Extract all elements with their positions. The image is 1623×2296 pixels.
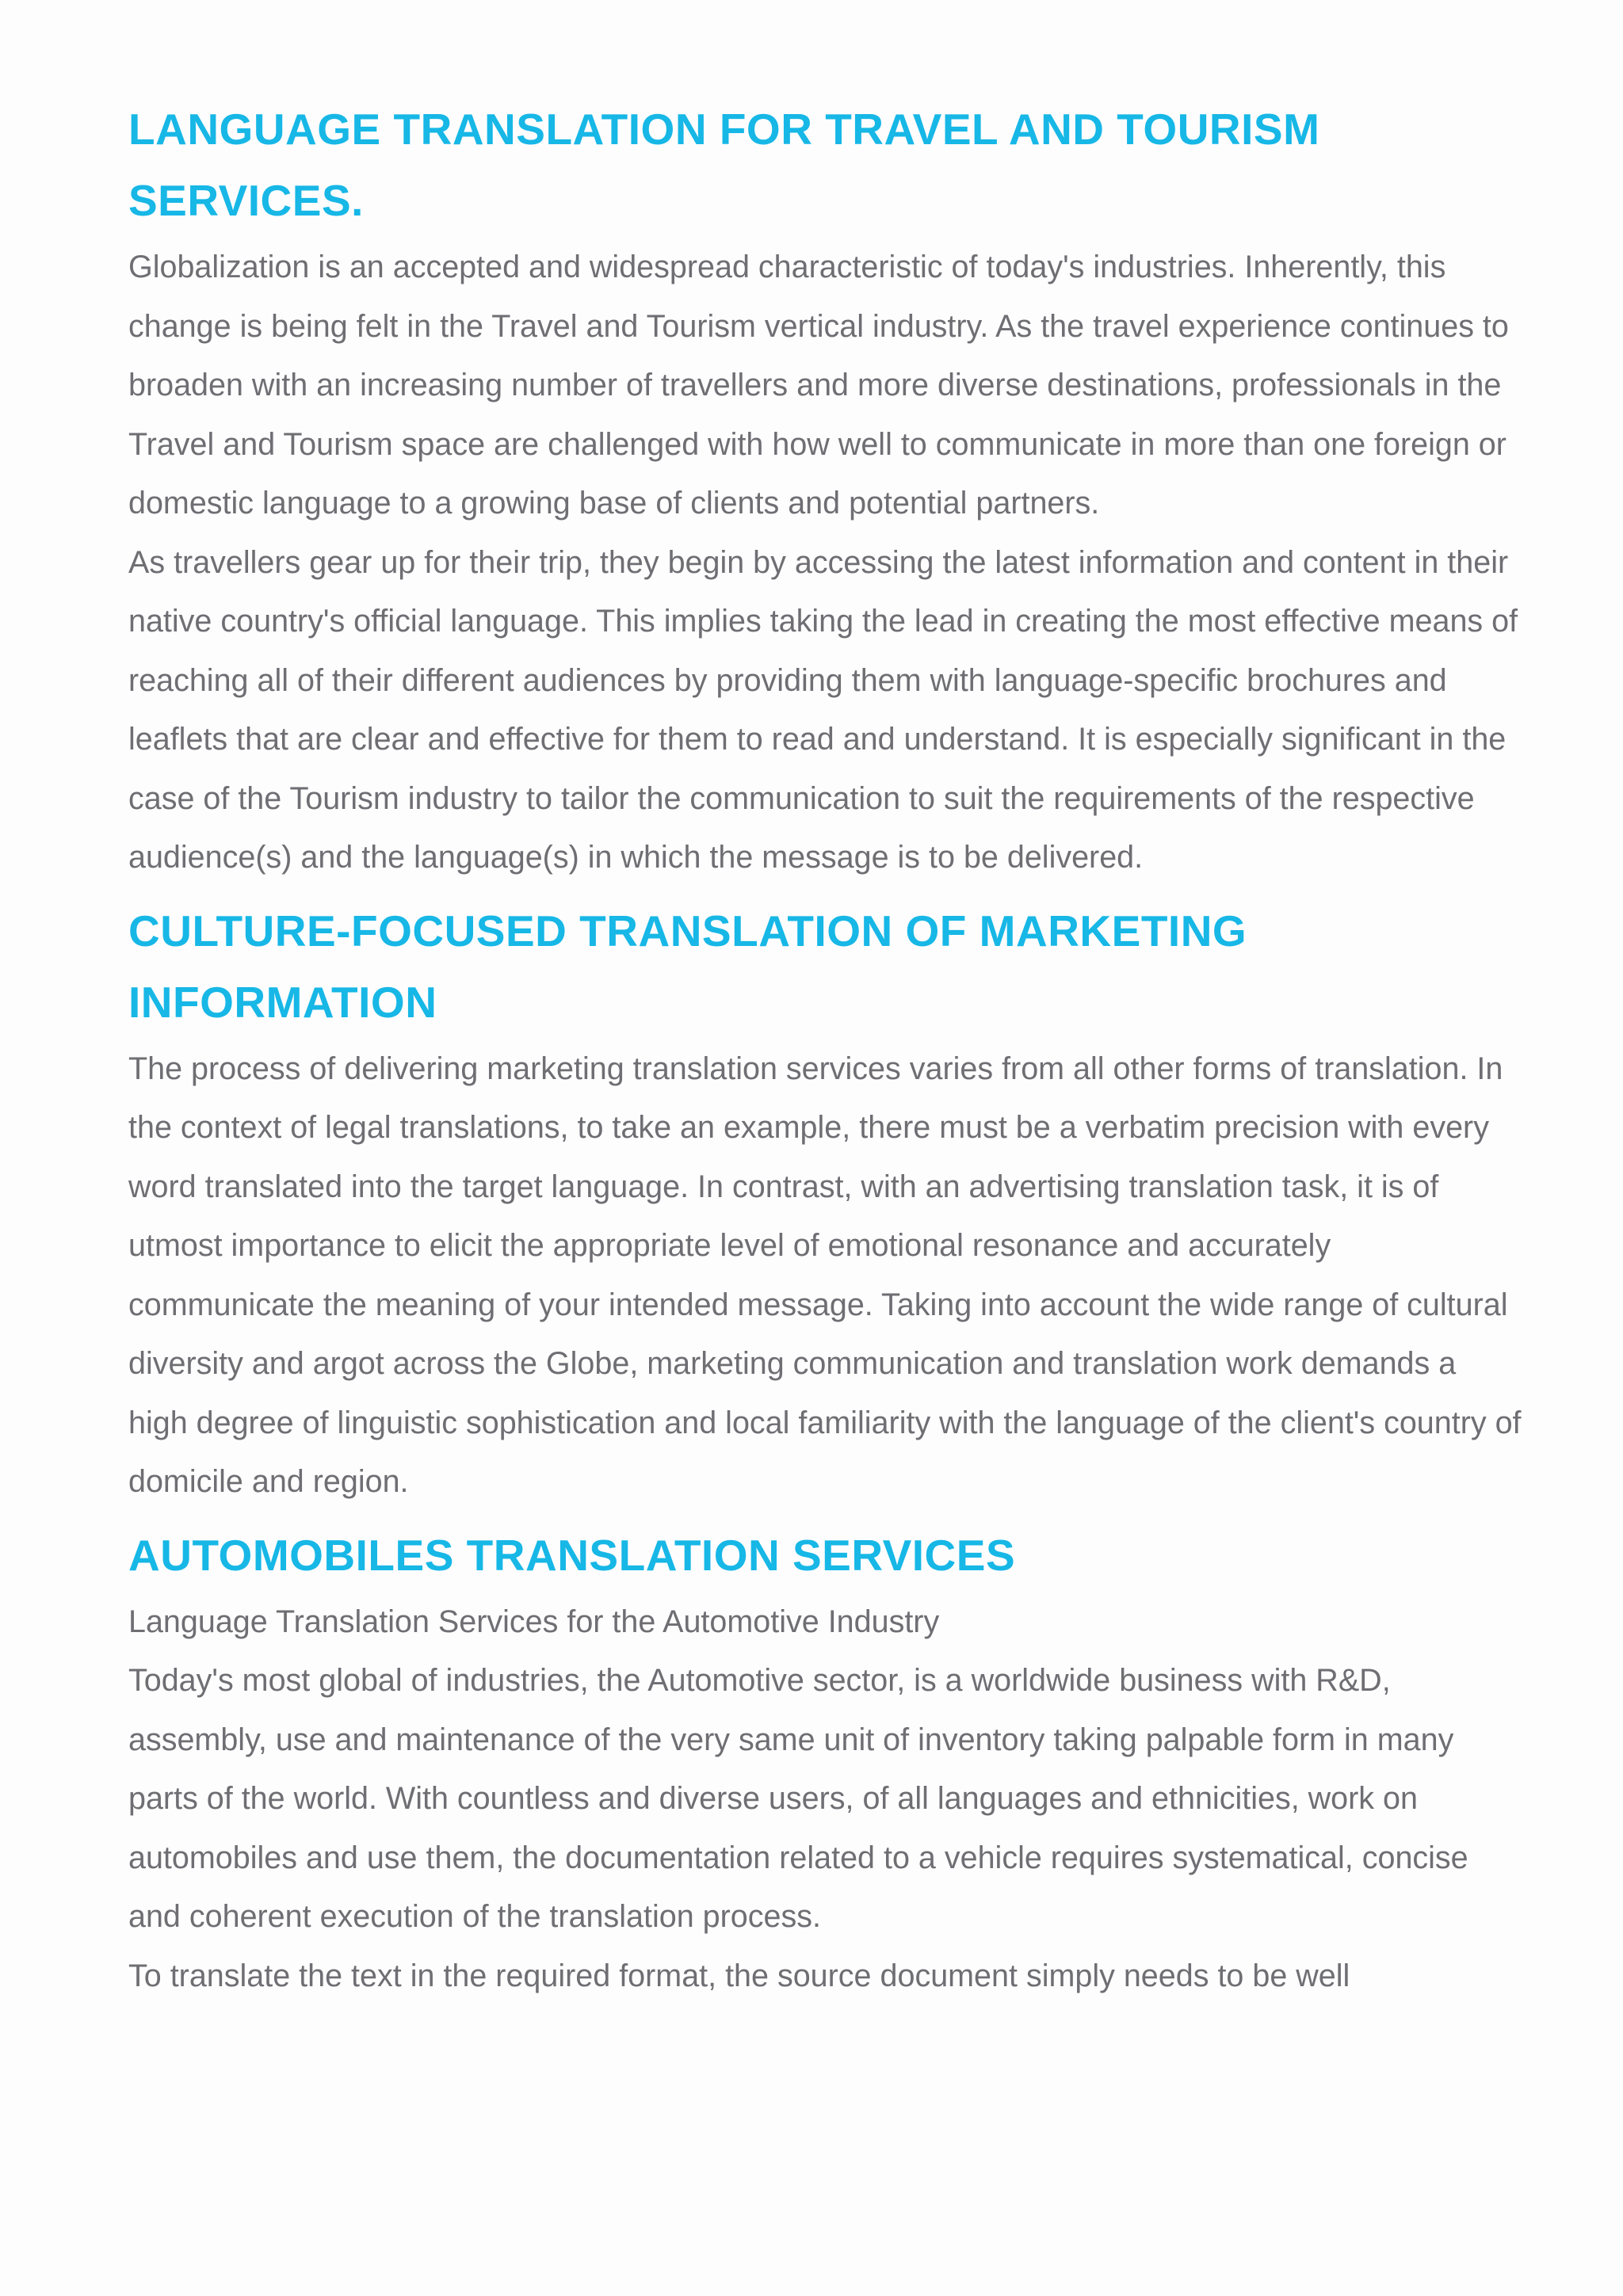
paragraph: Globalization is an accepted and widespread characteristic of today's industries. Inherently, this change is being felt in the Travel and Tourism vertical industry. As the travel experience continues to broaden with an increasing number of travellers and more diverse destinations, professionals in the Travel and Tourism space are challenged with how well to communicate in more than one foreign or domestic language to a growing base of clients and potential partners. (128, 250, 1509, 521)
section-body (128, 1592, 1523, 2006)
section-travel-tourism (128, 93, 1523, 887)
paragraph: To translate the text in the required format, the source document simply needs to be well (128, 1958, 1350, 1993)
section-body (128, 238, 1523, 887)
section-title: CULTURE-FOCUSED TRANSLATION OF MARKETING INFORMATION (128, 906, 1247, 1027)
section-title: LANGUAGE TRANSLATION FOR TRAVEL AND TOURISM SERVICES. (128, 105, 1320, 225)
section-title: AUTOMOBILES TRANSLATION SERVICES (128, 1530, 1016, 1580)
document-page (128, 93, 1523, 2005)
section-automobiles-translation (128, 1520, 1523, 2006)
paragraph: As travellers gear up for their trip, they begin by accessing the latest information and content in their native country's official language. This implies taking the lead in creating the most effective means of reaching all of their different audiences by providing them with language-specific brochures and leaflets that are clear and effective for them to read and understand. It is especially significant in the case of the Tourism industry to tailor the communication to suit the requirements of the respective audience(s) and the language(s) in which the message is to be delivered. (128, 544, 1518, 875)
paragraph: The process of delivering marketing translation services varies from all other forms of translation. In the context of legal translations, to take an example, there must be a verbatim precision with every word translated into the target language. In contrast, with an advertising translation task, it is of utmost importance to elicit the appropriate level of emotional resonance and accurately communicate the meaning of your intended message. Taking into account the wide range of cultural diversity and argot across the Globe, marketing communication and translation work demands a high degree of linguistic sophistication and local familiarity with the language of the client's country of domicile and region. (128, 1051, 1522, 1499)
paragraph: Today's most global of industries, the Automotive sector, is a worldwide business with R&D, assembly, use and maintenance of the very same unit of inventory taking palpable form in many parts of the world. With countless and diverse users, of all languages and ethnicities, work on automobiles and use them, the documentation related to a vehicle requires systematical, concise and coherent execution of the translation process. (128, 1663, 1468, 1934)
paragraph: Language Translation Services for the Automotive Industry (128, 1604, 940, 1639)
section-body (128, 1039, 1523, 1512)
section-marketing-translation (128, 895, 1523, 1512)
